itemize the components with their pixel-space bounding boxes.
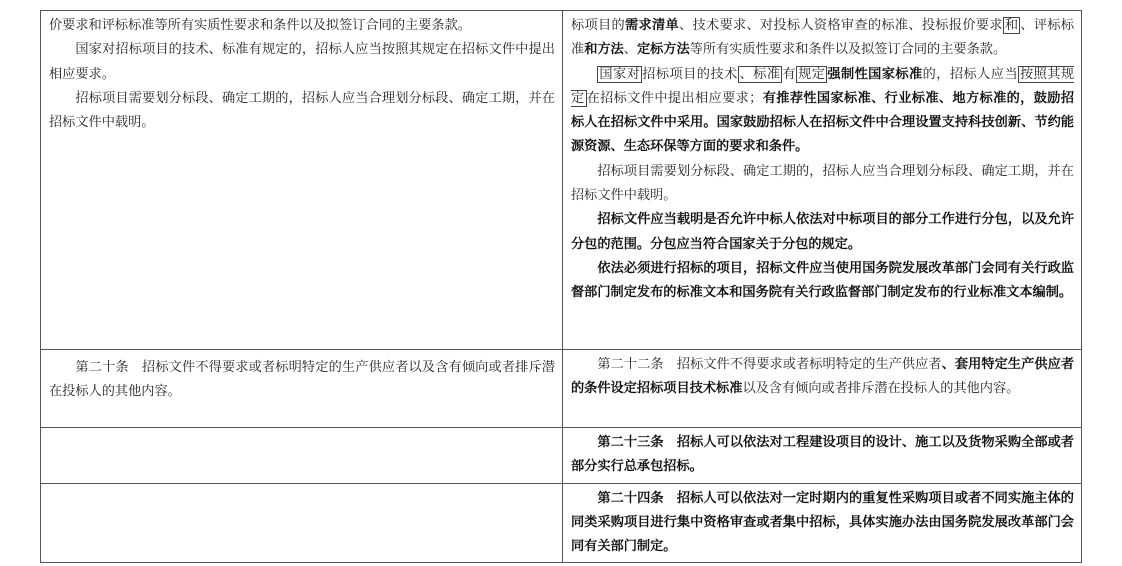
added-text: 定标方法 <box>636 42 690 58</box>
old-paragraph: 招标项目需要划分标段、确定工期的，招标人应当合理划分标段、确定工期，并在招标文件中载明。 <box>49 90 555 131</box>
deleted-text-box: 和 <box>1004 18 1019 33</box>
text-run: 的，招标人应当 <box>922 66 1019 82</box>
table-row <box>41 483 1082 563</box>
text-run: 在招标文件中提出相应要求； <box>586 90 763 106</box>
old-text-cell-empty <box>41 483 563 563</box>
table-row <box>41 11 1082 350</box>
table-row <box>41 350 1082 428</box>
old-text-cell-empty <box>41 428 563 484</box>
text-run: 等所有实质性要求和条件以及拟签订合同的主要条款。 <box>689 42 1007 58</box>
new-text-cell <box>563 11 1082 350</box>
new-paragraph <box>571 63 1074 160</box>
deleted-text-box: 规定 <box>798 66 826 82</box>
added-text: 需求清单 <box>624 18 679 33</box>
added-paragraph: 依法必须进行招标的项目，招标文件应当使用国务院发展改革部门会同有关行政监督部门制定发布的标准文本和国务院有关行政监督部门制定发布的行业标准文本编制。 <box>571 260 1074 301</box>
added-text: 、套用特定生产供应者的条件设定招标项目技术标准 <box>571 357 1075 397</box>
text-run: 以及含有倾向或者排斥潜在投标人的其他内容。 <box>742 381 1020 397</box>
new-paragraph <box>571 14 1074 63</box>
text-run: 第二十二条 招标文件不得要求或者标明特定的生产供应者 <box>597 357 942 372</box>
added-article: 第二十四条 招标人可以依法对一定时期内的重复性采购项目或者不同实施主体的同类采购项目进行集中资格审查或者集中招标，具体实施办法由国务院发展改革部门会同有关部门制定。 <box>571 490 1074 555</box>
new-paragraph: 招标项目需要划分标段、确定工期的，招标人应当合理划分标段、确定工期，并在招标文件中载明。 <box>571 163 1074 204</box>
deleted-text-box: 国家对 <box>599 66 641 82</box>
old-text-cell <box>41 11 563 350</box>
old-text-cell <box>41 350 563 428</box>
new-text-cell <box>563 483 1082 563</box>
old-paragraph: 国家对招标项目的技术、标准有规定的，招标人应当按照其规定在招标文件中提出相应要求。 <box>49 42 555 82</box>
text-run: 招标项目的技术 <box>642 66 738 82</box>
text-run: 标项目的 <box>571 18 625 33</box>
text-run: 、评标标准 <box>571 18 1075 58</box>
text-run: 、 <box>623 42 637 58</box>
added-article: 第二十三条 招标人可以依法对工程建设项目的设计、施工以及货物采购全部或者部分实行总承包招标。 <box>571 435 1074 475</box>
old-article: 第二十条 招标文件不得要求或者标明特定的生产供应者以及含有倾向或者排斥潜在投标人的其他内容。 <box>49 360 555 400</box>
new-text-cell <box>563 428 1082 484</box>
text-run: 有 <box>782 66 797 82</box>
deleted-text-box: 、标准 <box>739 66 781 82</box>
comparison-table <box>40 10 1082 563</box>
added-paragraph: 招标文件应当载明是否允许中标人依法对中标项目的部分工作进行分包，以及允许分包的范围。分包应当符合国家关于分包的规定。 <box>571 212 1074 252</box>
added-text: 有推荐性国家标准、行业标准、地方标准的，鼓励招标人在招标文件中采用。国家鼓励招标人在招标文件中合理设置支持科技创新、节约能源资源、生态环保等方面的要求和条件。 <box>571 90 1075 155</box>
table-row <box>41 428 1082 484</box>
added-text: 强制性国家标准 <box>827 66 923 82</box>
text-run: 、技术要求、对投标人资格审查的标准、投标报价要求 <box>678 18 1003 33</box>
new-text-cell <box>563 350 1082 428</box>
deleted-text-box: 按照其规定 <box>571 66 1075 106</box>
new-article <box>571 353 1074 402</box>
old-paragraph: 价要求和评标标准等所有实质性要求和条件以及拟签订合同的主要条款。 <box>49 18 471 33</box>
added-text: 和方法 <box>584 42 624 58</box>
